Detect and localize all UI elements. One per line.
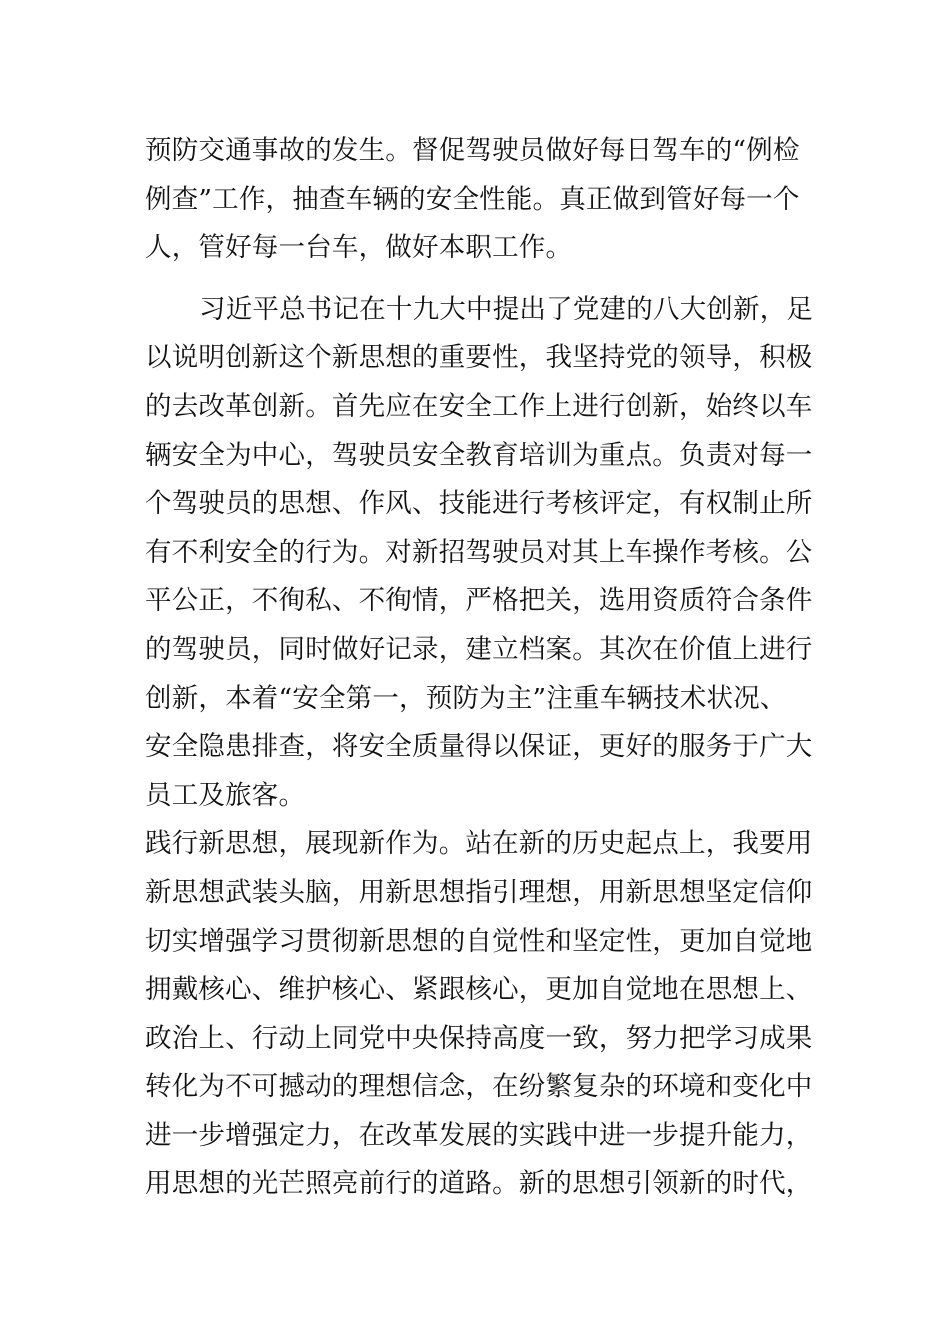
text-line: 拥戴核心、维护核心、紧跟核心，更加自觉地在思想上、: [145, 974, 813, 1006]
text-line: 政治上、行动上同党中央保持高度一致，努力把学习成果: [145, 1022, 813, 1054]
text-line: 人，管好每一台车，做好本职工作。: [145, 232, 573, 264]
paragraph-2: [145, 286, 825, 821]
text-line: 预防交通事故的发生。督促驾驶员做好每日驾车的“例检: [145, 135, 800, 166]
text-line: 新思想武装头脑，用新思想指引理想，用新思想坚定信仰: [145, 876, 813, 908]
text-line: 辆安全为中心，驾驶员安全教育培训为重点。负责对每一: [145, 439, 813, 471]
paragraph-spacing: [145, 273, 825, 286]
text-line: 员工及旅客。: [145, 779, 306, 811]
text-line: 切实增强学习贯彻新思想的自觉性和坚定性，更加自觉地: [145, 925, 813, 957]
text-line: 转化为不可撼动的理想信念，在纷繁复杂的环境和变化中: [145, 1071, 813, 1103]
paragraph-3: [145, 820, 825, 1209]
document-body: [145, 127, 825, 1209]
text-line: 践行新思想，展现新作为。站在新的历史起点上，我要用: [145, 828, 813, 860]
text-line: 以说明创新这个新思想的重要性，我坚持党的领导，积极: [145, 342, 813, 374]
text-line: 平公正，不徇私、不徇情，严格把关，选用资质符合条件: [145, 585, 813, 617]
paragraph-1: [145, 127, 825, 273]
text-line: 进一步增强定力，在改革发展的实践中进一步提升能力，: [145, 1119, 813, 1151]
text-line: 创新，本着“安全第一，预防为主”注重车辆技术状况、: [145, 682, 787, 714]
text-line: 的去改革创新。首先应在安全工作上进行创新，始终以车: [145, 390, 813, 422]
text-line: 例查”工作，抽查车辆的安全性能。真正做到管好每一个: [145, 183, 800, 215]
text-line: 有不利安全的行为。对新招驾驶员对其上车操作考核。公: [145, 536, 813, 568]
text-line: 个驾驶员的思想、作风、技能进行考核评定，有权制止所: [145, 488, 813, 520]
text-line: 用思想的光芒照亮前行的道路。新的思想引领新的时代，: [145, 1168, 813, 1200]
text-line: 习近平总书记在十九大中提出了党建的八大创新，足: [199, 293, 814, 325]
text-line: 安全隐患排查，将安全质量得以保证，更好的服务于广大: [145, 731, 813, 763]
text-line: 的驾驶员，同时做好记录，建立档案。其次在价值上进行: [145, 633, 813, 665]
